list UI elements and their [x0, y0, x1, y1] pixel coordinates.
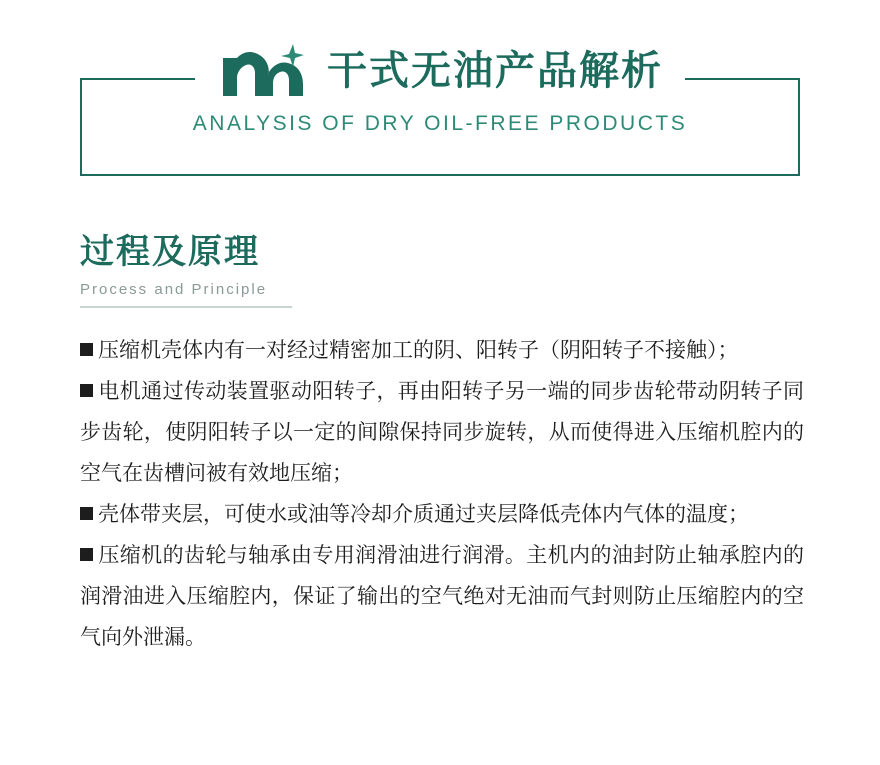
header-title-row — [195, 40, 685, 102]
paragraph — [80, 494, 804, 535]
paragraph-text: 压缩机的齿轮与轴承由专用润滑油进行润滑。主机内的油封防止轴承腔内的润滑油进入压缩腔内，保证了输出的空气绝对无油而气封则防止压缩腔内的空气向外泄漏。 — [80, 543, 804, 649]
header-title-cn: 干式无油产品解析 — [327, 49, 663, 93]
paragraph-text: 压缩机壳体内有一对经过精密加工的阴、阳转子（阴阳转子不接触）； — [98, 338, 739, 362]
body-copy — [80, 330, 804, 658]
square-bullet-icon — [80, 384, 93, 397]
paragraph — [80, 330, 804, 371]
paragraph — [80, 535, 804, 658]
header-title-en: ANALYSIS OF DRY OIL-FREE PRODUCTS — [179, 112, 701, 136]
square-bullet-icon — [80, 343, 93, 356]
paragraph-text: 壳体带夹层，可使水或油等冷却介质通过夹层降低壳体内气体的温度； — [98, 502, 749, 526]
paragraph-text: 电机通过传动装置驱动阳转子，再由阳转子另一端的同步齿轮带动阴转子同步齿轮，使阴阳转子以一定的间隙保持同步旋转，从而使得进入压缩机腔内的空气在齿槽问被有效地压缩； — [80, 379, 804, 485]
square-bullet-icon — [80, 548, 93, 561]
section-title-en: Process and Principle — [80, 281, 292, 308]
m-logo-icon — [217, 40, 313, 102]
square-bullet-icon — [80, 507, 93, 520]
paragraph — [80, 371, 804, 494]
section-title-cn: 过程及原理 — [80, 233, 260, 271]
header-content — [0, 40, 880, 136]
section-process-principle — [80, 232, 804, 658]
